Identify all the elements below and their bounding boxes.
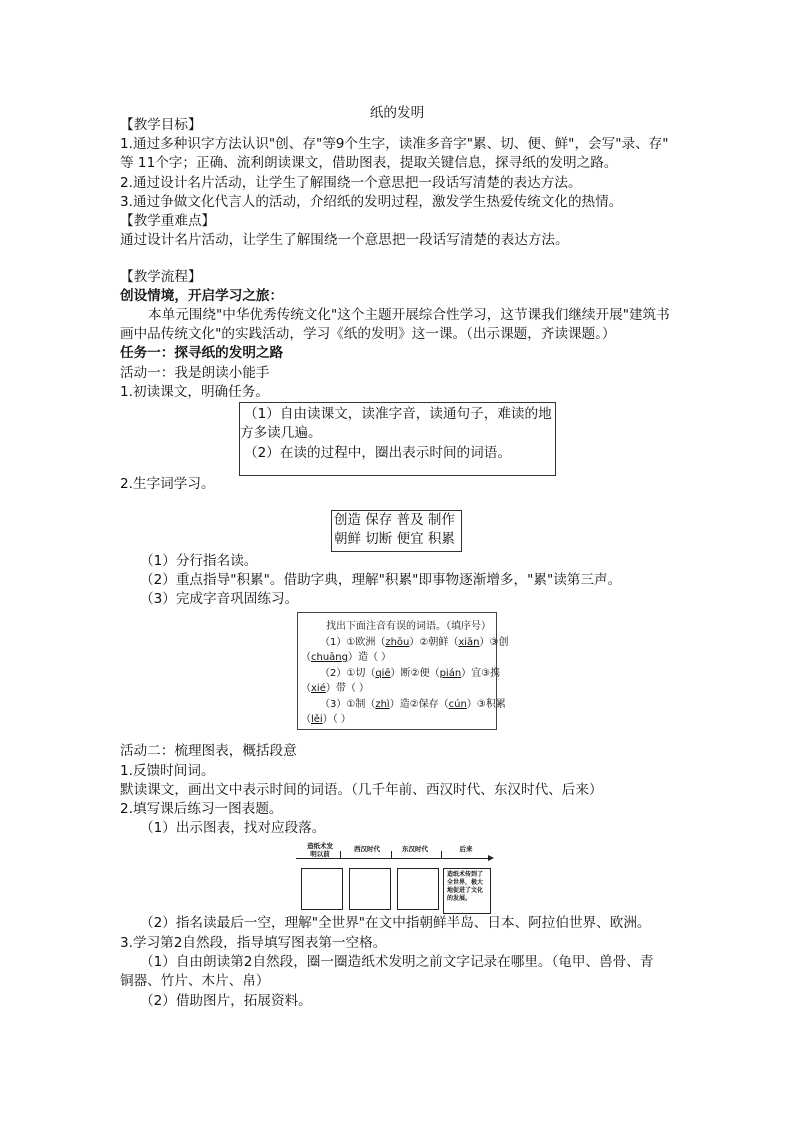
- activity-2-sub-2: （2）指名读最后一空，理解"全世界"在文中指朝鲜半岛、日本、阿拉伯世界、欧洲。: [140, 915, 651, 931]
- exercise-row-6: （lěi）（ ）: [301, 714, 351, 725]
- timeline-axis: [296, 858, 490, 859]
- reading-task-line-2: 方多读几遍。: [240, 425, 322, 441]
- timeline-arrow-icon: [488, 855, 494, 861]
- exercise-instruction: 找出下面注音有误的词语。（填序号）: [326, 621, 491, 632]
- exercise-row-5: （3）①制（zhì）造②保存（cún）③积累: [320, 699, 506, 710]
- sub-step-2: （2）重点指导"积累"。借助字典，理解"积累"即事物逐渐增多，"累"读第三声。: [140, 572, 622, 588]
- key-points-heading: 【教学重难点】: [120, 213, 216, 229]
- exercise-row-1: （1）①欧洲（zhōu）②朝鲜（xiān）③创: [320, 637, 509, 648]
- objective-2: 2.通过设计名片活动，让学生了解围绕一个意思把一段话写清楚的表达方法。: [120, 175, 582, 191]
- step-3-sub-2: （2）借助图片，拓展资料。: [140, 993, 312, 1009]
- timeline-label-western-han: 西汉时代: [354, 845, 380, 853]
- step-1: 1.初读课文，明确任务。: [120, 384, 269, 400]
- activity-2-step-3: 3.学习第2自然段，指导填写图表第一空格。: [120, 935, 387, 951]
- timeline-later-note: 造纸术传到了全世界，极大地促进了文化的发展。: [443, 868, 491, 914]
- timeline-tick: [391, 851, 392, 859]
- timeline-blank-cell-2: [349, 868, 391, 910]
- reading-task-line-3: （2）在读的过程中，圈出表示时间的词语。: [244, 445, 511, 461]
- timeline-blank-cell-3: [397, 868, 439, 910]
- timeline-diagram: [296, 843, 498, 915]
- vocabulary-row-1: 创造 保存 普及 制作: [334, 512, 455, 528]
- exercise-row-3: （2）①切（qiē）断②便（pián）宜③携: [320, 668, 501, 679]
- activity-2-step-1: 1.反馈时间词。: [120, 763, 215, 779]
- intro-paragraph-line-1: 本单元围绕"中华优秀传统文化"这个主题开展综合性学习，这节课我们继续开展"建筑书: [148, 307, 670, 323]
- exercise-row-4: （xié）带（ ）: [301, 683, 370, 694]
- intro-title: 创设情境，开启学习之旅：: [120, 288, 284, 304]
- sub-step-3: （3）完成字音巩固练习。: [140, 591, 299, 607]
- intro-paragraph-line-2: 画中品传统文化"的实践活动，学习《纸的发明》这一课。（出示课题，齐读课题。）: [120, 326, 616, 342]
- activity-1-title: 活动一：我是朗读小能手: [120, 365, 270, 381]
- timeline-tick: [340, 851, 341, 859]
- key-points-text: 通过设计名片活动，让学生了解围绕一个意思把一段话写清楚的表达方法。: [120, 232, 569, 248]
- process-heading: 【教学流程】: [120, 269, 202, 285]
- objective-1-line-2: 等 11个字；正确、流利朗读课文，借助图表，提取关键信息，探寻纸的发明之路。: [120, 155, 618, 171]
- activity-2-step-1-text: 默读课文，画出文中表示时间的词语。（几千年前、西汉时代、东汉时代、后来）: [120, 782, 603, 798]
- reading-task-line-1: （1）自由读课文，读准字音，读通句子，难读的地: [244, 406, 552, 422]
- objective-1-line-1: 1.通过多种识字方法认识"创、存"等9个生字，读准多音字"累、切、便、鲜"，会写"录、存": [120, 136, 669, 152]
- timeline-label-eastern-han: 东汉时代: [402, 845, 428, 853]
- sub-step-1: （1）分行指名读。: [140, 553, 258, 569]
- exercise-row-2: （chuāng）造（ ）: [301, 652, 392, 663]
- activity-2-step-2: 2.填写课后练习一图表题。: [120, 801, 283, 817]
- reading-task-box: [239, 402, 556, 476]
- step-3-sub-1-line-2: 铜器、竹片、木片、帛）: [120, 973, 270, 989]
- objectives-heading: 【教学目标】: [120, 117, 202, 133]
- step-2: 2.生字词学习。: [120, 476, 215, 492]
- vocabulary-row-2: 朝鲜 切断 便宜 积累: [334, 531, 455, 547]
- timeline-label-later: 后来: [459, 845, 473, 853]
- activity-2-sub-1: （1）出示图表，找对应段落。: [140, 820, 326, 836]
- document-title: 纸的发明: [369, 105, 425, 121]
- timeline-label-before: 造纸术发 明以前: [307, 842, 333, 858]
- task-1-title: 任务一：探寻纸的发明之路: [120, 345, 284, 361]
- objective-3: 3.通过争做文化代言人的活动，介绍纸的发明过程，激发学生热爱传统文化的热情。: [120, 194, 623, 210]
- activity-2-title: 活动二：梳理图表，概括段意: [120, 743, 297, 759]
- vocabulary-box: [331, 510, 462, 552]
- pronunciation-exercise-box: [297, 612, 509, 730]
- step-3-sub-1-line-1: （1）自由朗读第2自然段，圈一圈造纸术发明之前文字记录在哪里。（龟甲、兽骨、青: [140, 954, 654, 970]
- timeline-blank-cell-1: [301, 868, 343, 910]
- timeline-tick: [441, 851, 442, 859]
